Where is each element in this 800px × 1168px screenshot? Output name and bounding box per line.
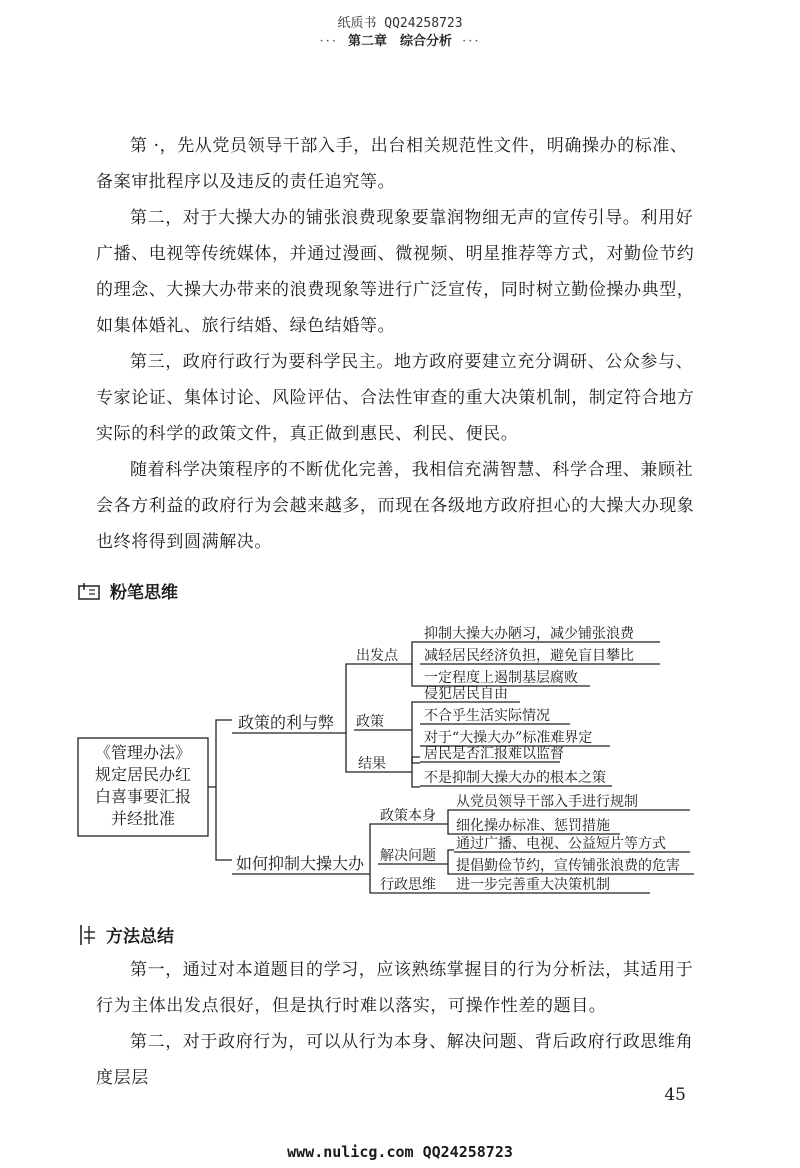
mindmap-leaf: 提倡勤俭节约，宣传铺张浪费的危害: [456, 858, 680, 874]
mindmap-leaf: 从党员领导干部入手进行规制: [456, 794, 638, 810]
chapter-title: 第二章 综合分析: [347, 34, 452, 49]
mindmap-leaf: 一定程度上遏制基层腐败: [424, 670, 578, 686]
section-title: 粉笔思维: [110, 583, 178, 603]
mindmap-leaf: 通过广播、电视、公益短片等方式: [456, 836, 666, 852]
mindmap-root-line: 《管理办法》: [94, 743, 192, 762]
paragraph: 第一，通过对本道题目的学习，应该熟练掌握目的行为分析法，其适用于行为主体出发点很好，但是执行时难以落实，可操作性差的题目。: [96, 960, 694, 1016]
mindmap-root-line: 并经批准: [110, 809, 176, 828]
mindmap-root-line: 规定居民办红: [94, 765, 192, 784]
chapter-dots-right: ···: [462, 34, 481, 49]
mindmap-leaf: 居民是否汇报难以监督: [424, 746, 564, 762]
section-title: 方法总结: [106, 927, 174, 947]
mindmap-sub-label: 行政思维: [380, 877, 436, 893]
mindmap-branch-how-to-curb: 如何抑制大操大办: [236, 854, 365, 873]
mindmap-leaf: 细化操办标准、惩罚措施: [456, 818, 610, 834]
mindmap-leaf: 不合乎生活实际情况: [424, 708, 550, 724]
paragraph: 随着科学决策程序的不断优化完善，我相信充满智慧、科学合理、兼顾社会各方利益的政府行为会越来越多，而现在各级地方政府担心的大操大办现象也终将得到圆满解决。: [96, 460, 695, 552]
paragraph-block-bottom: [96, 952, 696, 1096]
mindmap-root-line: 白喜事要汇报: [94, 787, 192, 806]
mindmap-leaf: 不是抑制大操大办的根本之策: [424, 770, 606, 786]
mindmap-sub-label: 解决问题: [380, 848, 436, 864]
paragraph: 第二，对于大操大办的铺张浪费现象要靠润物细无声的宣传引导。利用好广播、电视等传统媒体，并通过漫画、微视频、明星推荐等方式，对勤俭节约的理念、大操大办带来的浪费现象等进行广泛宣传，同时树立勤俭操办典型，如集体婚礼、旅行结婚、绿色结婚等。: [96, 208, 695, 336]
paragraph: 第二，对于政府行为，可以从行为本身、解决问题、背后政府行政思维角度层层: [96, 1032, 694, 1088]
mindmap-leaf: 侵犯居民自由: [424, 686, 508, 702]
chapter-dots-left: ···: [319, 34, 338, 49]
method-icon: [78, 924, 98, 946]
mindmap-sub-label: 结果: [358, 756, 386, 772]
mindmap-leaf: 对于“大操大办”标准难界定: [424, 730, 593, 746]
mindmap-sub-label: 出发点: [356, 648, 398, 664]
header-top-line: 纸质书 QQ24258723: [337, 16, 463, 31]
mindmap-sub-label: 政策本身: [380, 808, 436, 824]
page-number: 45: [664, 1085, 686, 1105]
mindmap-sub-label: 政策: [356, 714, 384, 730]
mindmap-leaf: 减轻居民经济负担，避免盲目攀比: [424, 648, 634, 664]
paragraph: 第 ·，先从党员领导干部入手，出台相关规范性文件，明确操办的标准、备案审批程序以及违反的责任追究等。: [96, 136, 688, 192]
mindmap-leaf: 抑制大操大办陋习，减少铺张浪费: [424, 626, 634, 642]
paragraph: 第三，政府行政行为要科学民主。地方政府要建立充分调研、公众参与、专家论证、集体讨论、风险评估、合法性审查的重大决策机制，制定符合地方实际的科学的政策文件，真正做到惠民、利民、便民。: [96, 352, 695, 444]
mindmap-branch-policy-pros-cons: 政策的利与弊: [238, 713, 335, 732]
footer-watermark: www.nulicg.com QQ24258723: [287, 1143, 513, 1161]
section-method-summary: [78, 922, 174, 947]
mindmap-leaf: 进一步完善重大决策机制: [456, 877, 610, 893]
